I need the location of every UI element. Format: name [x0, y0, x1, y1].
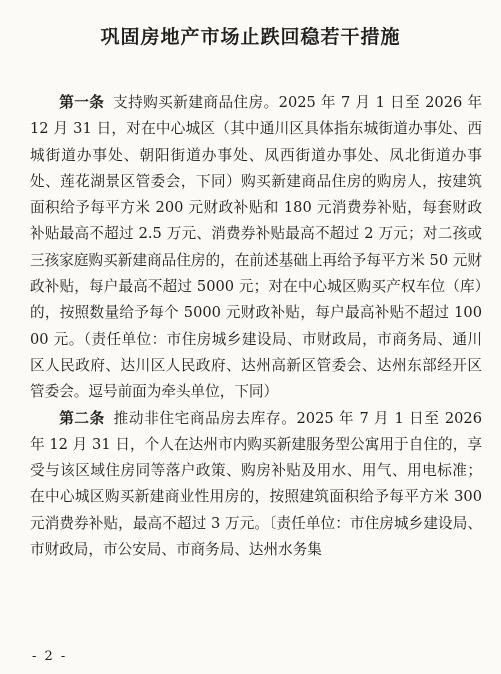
article-2-label: 第二条: [59, 409, 105, 427]
article-2-text: 推动非住宅商品房去库存。2025 年 7 月 1 日至 2026 年 12 月 31 日，个人在达州市内购买新建服务型公寓用于自住的，享受与该区域住房同等落户政策、购房补贴及用水、用气、用电标准；在中心城区购买新建商业性用房的，按照建筑面积给予每平方米 300 元消费券补贴，最高不超过 3 万元。〔责任单位：市住房城乡建设局、市财政局，市公安局、市商务局、达州水务集: [30, 409, 482, 559]
document-title: 巩固房地产市场止跌回稳若干措施: [100, 26, 401, 48]
article-2-paragraph: [30, 406, 482, 564]
article-1-paragraph: [30, 90, 482, 406]
article-1-text: 支持购买新建商品住房。2025 年 7 月 1 日至 2026 年 12 月 31 日，对在中心城区（其中通川区具体指东城街道办事处、西城街道办事处、朝阳街道办事处、凤西街道办事处、凤北街道办事处、莲花湖景区管委会，下同）购买新建商品住房的购房人，按建筑面积给予每平方米 200 元财政补贴和 180 元消费券补贴，每套财政补贴最高不超过 2.5 万元、消费券补贴最高不超过 2 万元；对二孩或三孩家庭购买新建商品住房的，在前述基础上再给予每平方米 50 元财政补贴，每户最高不超过 5000 元；对在中心城区购买产权车位（库）的，按照数量给予每个 5000 元财政补贴，每户最高补贴不超过 10000 元。（责任单位：市住房城乡建设局、市财政局，市商务局、通川区人民政府、达川区人民政府、达州高新区管委会、达州东部经开区管委会。逗号前面为牵头单位，下同）: [30, 94, 482, 401]
article-1-label: 第一条: [59, 94, 105, 111]
page-number: - 2 -: [32, 649, 68, 664]
document-body: [30, 90, 482, 563]
